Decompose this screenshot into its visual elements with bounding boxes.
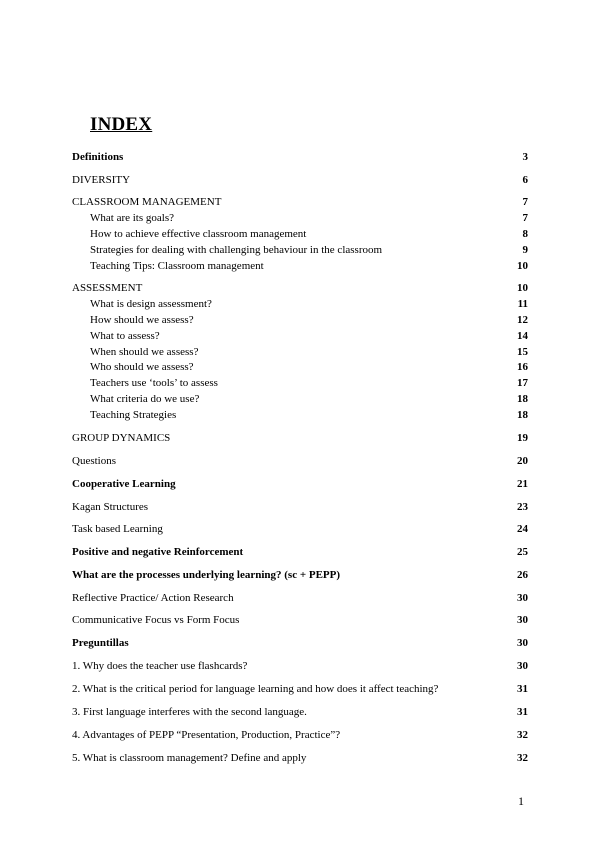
toc-entry-page: 31: [517, 683, 528, 695]
toc-entry-page: 25: [517, 546, 528, 558]
toc-entry-label: Reflective Practice/ Action Research: [72, 592, 234, 604]
toc-entry-label: What are the processes underlying learning? (sc + PEPP): [72, 569, 341, 581]
toc-entry-page: 21: [517, 478, 528, 490]
toc-entry-label: 3. First language interferes with the second language.: [72, 706, 307, 718]
toc-entry-label: Definitions: [72, 151, 124, 163]
toc-entry-page: 18: [517, 409, 528, 421]
toc-entry: [72, 172, 528, 188]
toc-entry-page: 10: [517, 282, 528, 294]
toc-entry: [72, 727, 528, 743]
toc-entry-page: 11: [517, 298, 528, 310]
toc-entry-label: What to assess?: [90, 330, 160, 342]
toc-entry-label: Cooperative Learning: [72, 478, 176, 490]
toc-entry-label: Who should we assess?: [90, 361, 194, 373]
toc-entry: [72, 544, 528, 560]
toc-entry-page: 12: [517, 314, 528, 326]
toc-entry-page: 10: [517, 260, 528, 272]
toc-entry-page: 32: [517, 729, 528, 741]
toc-entry: [72, 430, 528, 446]
toc-entry-page: 15: [517, 346, 528, 358]
toc-entry-label: Questions: [72, 455, 116, 467]
toc-entry-page: 24: [517, 523, 528, 535]
toc-entry-label: Teaching Strategies: [90, 409, 177, 421]
toc-entry: [72, 612, 528, 628]
toc-entry-page: 26: [517, 569, 528, 581]
toc-entry: [72, 704, 528, 720]
toc-entry: [72, 750, 528, 766]
toc-entry: [72, 658, 528, 674]
toc-entry-label: When should we assess?: [90, 346, 199, 358]
toc-entry-label: 4. Advantages of PEPP “Presentation, Production, Practice”?: [72, 729, 341, 741]
toc-entry-label: Teaching Tips: Classroom management: [90, 260, 264, 272]
toc-entry-page: 31: [517, 706, 528, 718]
toc-entry-label: What are its goals?: [90, 212, 174, 224]
toc-entry: [72, 635, 528, 651]
toc-entry: [72, 226, 528, 242]
toc-entry: [72, 328, 528, 344]
toc-entry-label: Kagan Structures: [72, 501, 149, 513]
page-number: 1: [518, 794, 524, 808]
toc-entry-page: 30: [517, 614, 528, 626]
toc-entry-page: 7: [522, 196, 528, 208]
toc-entry: [72, 453, 528, 469]
toc-entry-page: 3: [522, 151, 528, 163]
toc-entry: [72, 359, 528, 375]
toc-entry: [72, 590, 528, 606]
toc-entry-page: 16: [517, 361, 528, 373]
toc-entry-page: 30: [517, 660, 528, 672]
toc-entry-page: 30: [517, 592, 528, 604]
toc-entry: [72, 681, 528, 697]
toc-entry-page: 32: [517, 752, 528, 764]
toc-entry: [72, 391, 528, 407]
toc-entry-page: 7: [522, 212, 528, 224]
toc-entry-label: ASSESSMENT: [72, 282, 143, 294]
toc-entry: [72, 258, 528, 274]
toc-entry: [72, 344, 528, 360]
toc-entry-label: How to achieve effective classroom management: [90, 228, 307, 240]
toc-entry: [72, 280, 528, 296]
toc-entry-label: Strategies for dealing with challenging behaviour in the classroom: [90, 244, 383, 256]
toc-entry-page: 17: [517, 377, 528, 389]
toc-entry: [72, 567, 528, 583]
toc-entry-label: Task based Learning: [72, 523, 163, 535]
toc-entry: [72, 312, 528, 328]
toc-entry-label: DIVERSITY: [72, 174, 131, 186]
toc-entry: [72, 296, 528, 312]
toc-entry: [72, 407, 528, 423]
toc-entry: [72, 476, 528, 492]
toc-entry-label: How should we assess?: [90, 314, 194, 326]
toc-entry-page: 18: [517, 393, 528, 405]
toc-entry-page: 8: [522, 228, 528, 240]
toc-entry: [72, 242, 528, 258]
toc-entry: [72, 149, 528, 165]
toc-entry-page: 6: [522, 174, 528, 186]
toc-entry-label: Teachers use ‘tools’ to assess: [90, 377, 218, 389]
toc-entry-label: 2. What is the critical period for language learning and how does it affect teaching?: [72, 683, 439, 695]
toc-entry-page: 30: [517, 637, 528, 649]
toc-entry-label: Positive and negative Reinforcement: [72, 546, 244, 558]
toc-entry: [72, 194, 528, 210]
toc-entry-page: 19: [517, 432, 528, 444]
toc-entry: [72, 210, 528, 226]
toc-entry-page: 9: [522, 244, 528, 256]
toc-entry: [72, 499, 528, 515]
toc-entry-label: GROUP DYNAMICS: [72, 432, 171, 444]
toc-entry: [72, 521, 528, 537]
toc-entry: [72, 375, 528, 391]
toc-entry-label: What is design assessment?: [90, 298, 212, 310]
toc-entry-label: 5. What is classroom management? Define and apply: [72, 752, 307, 764]
page-title: INDEX: [90, 114, 153, 135]
toc-entry-label: Communicative Focus vs Form Focus: [72, 614, 240, 626]
toc-entry-page: 20: [517, 455, 528, 467]
toc-entry-label: What criteria do we use?: [90, 393, 200, 405]
toc-entry-page: 23: [517, 501, 528, 513]
toc-entry-label: CLASSROOM MANAGEMENT: [72, 196, 222, 208]
toc-entry-label: 1. Why does the teacher use flashcards?: [72, 660, 248, 672]
toc-entry-label: Preguntillas: [72, 637, 129, 649]
toc-entry-page: 14: [517, 330, 528, 342]
